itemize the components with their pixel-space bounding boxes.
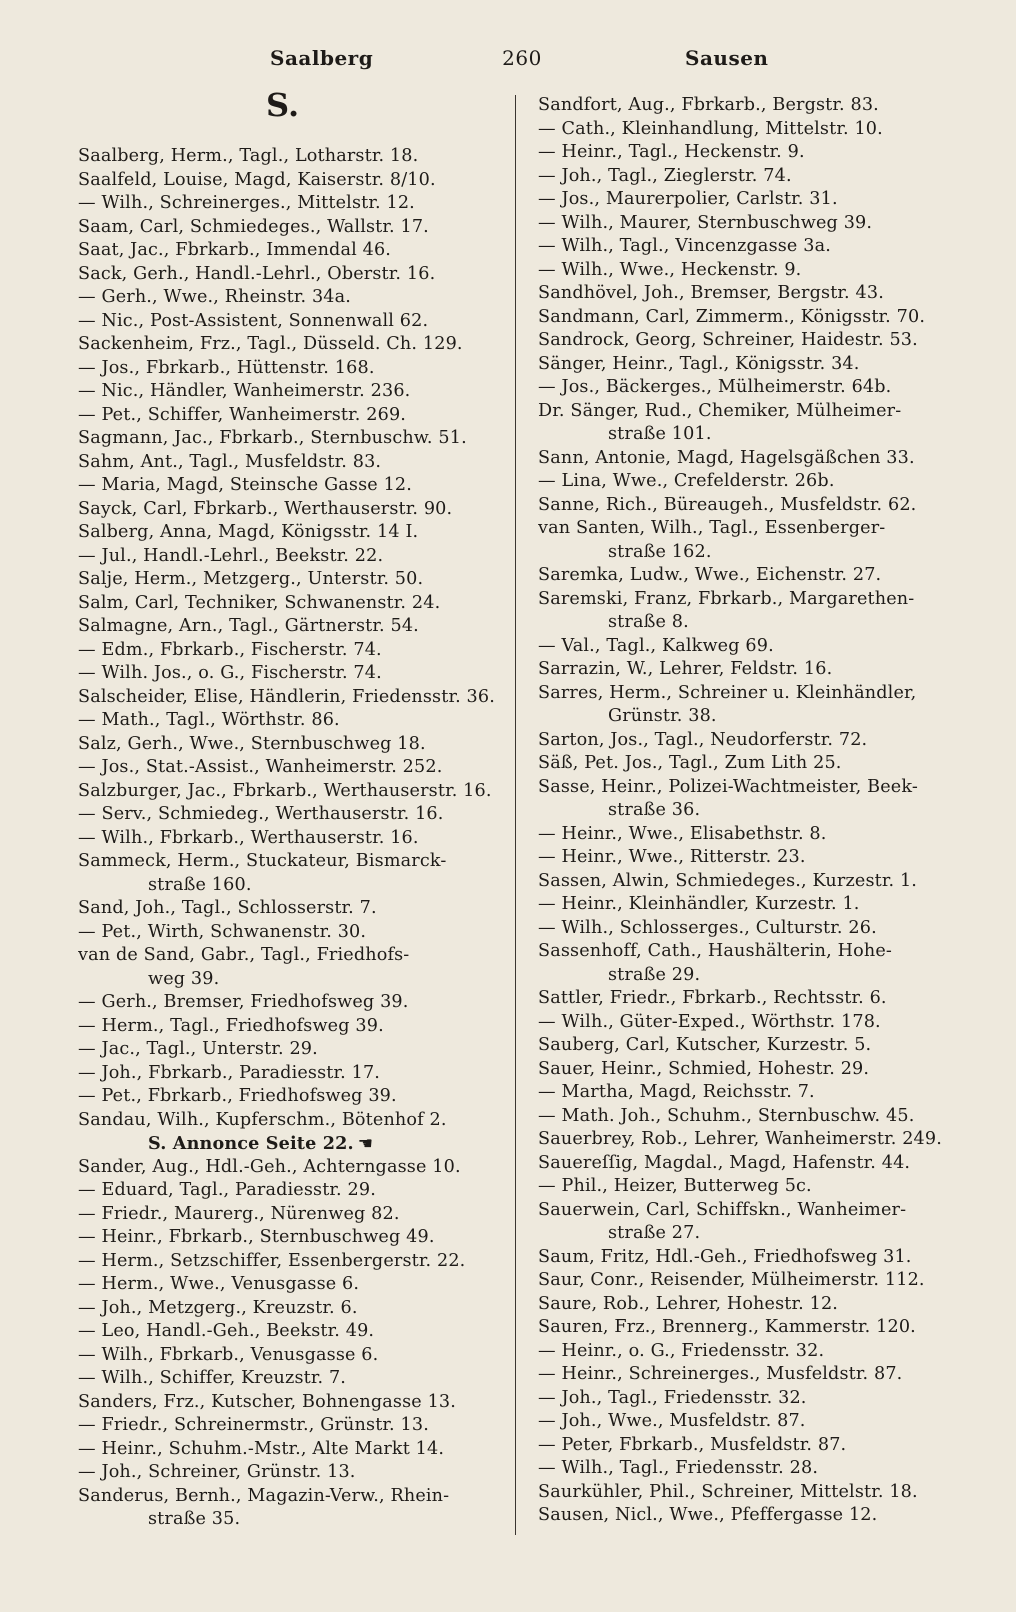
entry-text: Sattler, Friedr., Fbrkarb., Rechtsstr. 6. [538,988,887,1008]
directory-entry [538,870,970,894]
directory-entry [78,1203,510,1227]
directory-entry [538,1363,970,1387]
entry-text: Sammeck, Herm., Stuckateur, Bismarck- [78,851,447,871]
directory-entry [538,1316,970,1340]
directory-entry [78,357,510,381]
entry-text: Sandmann, Carl, Zimmerm., Königsstr. 70. [538,306,926,327]
directory-entry [538,729,970,753]
header-left-keyword: Saalberg [270,46,374,70]
directory-entry [78,1179,510,1203]
directory-entry [78,944,510,968]
directory-entry [78,827,510,851]
directory-entry [78,427,510,451]
entry-text: — Edm., Fbrkarb., Fischerstr. 74. [78,639,382,660]
directory-entry [538,1199,970,1223]
directory-entry [538,917,970,941]
entry-text: — Jac., Tagl., Unterstr. 29. [78,1039,318,1059]
entry-text: — Heinr., Wwe., Elisabethstr. 8. [538,823,827,844]
directory-entry [538,682,970,706]
directory-entry [538,752,970,776]
directory-entry [78,850,510,874]
directory-entry [78,1062,510,1086]
annonce-reference [78,1132,510,1156]
entry-text: Sahm, Ant., Tagl., Musfeldstr. 83. [78,451,382,472]
directory-entry [78,263,510,287]
entry-text: Sauberg, Carl, Kutscher, Kurzestr. 5. [538,1035,872,1055]
directory-entry [78,451,510,475]
entry-text: — Cath., Kleinhandlung, Mittelstr. 10. [538,118,883,139]
entry-text: Sauereſſig, Magdal., Magd, Hafenstr. 44. [538,1152,911,1173]
entry-text: — Wilh., Wwe., Heckenstr. 9. [538,259,802,280]
directory-entry [78,333,510,357]
entry-text: — Wilh., Tagl., Friedensstr. 28. [538,1458,819,1478]
entry-text: — Wilh., Fbrkarb., Venusgasse 6. [78,1344,379,1365]
entry-text: — Phil., Heizer, Butterweg 5c. [538,1176,812,1196]
entry-text: — Wilh., Fbrkarb., Werthauserstr. 16. [78,827,419,848]
entry-continuation [538,705,970,729]
entry-text: Saremski, Franz, Fbrkarb., Margarethen- [538,588,915,609]
directory-entry [78,239,510,263]
entry-text: — Heinr., Fbrkarb., Sternbuschweg 49. [78,1227,435,1247]
entry-text: Saremka, Ludw., Wwe., Eichenstr. 27. [538,565,882,585]
directory-entry [538,470,970,494]
directory-entry [538,823,970,847]
entry-text: Salz, Gerh., Wwe., Sternbuschweg 18. [78,733,426,754]
directory-entry [78,1320,510,1344]
entry-text: — Nic., Post-Assistent, Sonnenwall 62. [78,310,429,331]
directory-entry [78,1485,510,1509]
directory-entry [78,310,510,334]
entry-text: Sander, Aug., Hdl.-Geh., Achterngasse 10. [78,1156,461,1177]
entry-text: — Jos., Bäckerges., Mülheimerstr. 64b. [538,377,892,397]
entry-continuation [538,799,970,823]
entry-text: — Heinr., Kleinhändler, Kurzestr. 1. [538,894,860,914]
entry-text: Sagmann, Jac., Fbrkarb., Sternbuschw. 51. [78,428,467,448]
directory-entry [78,1344,510,1368]
entry-text: Salscheider, Elise, Händlerin, Friedensstr. 36. [78,686,495,707]
directory-entry [538,1058,970,1082]
directory-entry [78,145,510,169]
entry-text: — Joh., Wwe., Musfeldstr. 87. [538,1411,806,1431]
directory-entry [78,521,510,545]
entry-text: — Joh., Tagl., Zieglerstr. 74. [538,165,792,186]
entry-text: — Lina, Wwe., Crefelderstr. 26b. [538,471,835,491]
entry-text: Saat, Jac., Fbrkarb., Immendal 46. [78,240,392,260]
pointing-hand-icon: ☚ [357,1134,374,1154]
entry-text: Sandrock, Georg, Schreiner, Haidestr. 53. [538,330,918,350]
directory-entry [538,1457,970,1481]
entry-text: — Wilh., Schreinerges., Mittelstr. 12. [78,193,415,213]
entry-text: Dr. Sänger, Rud., Chemiker, Mülheimer- [538,400,902,421]
directory-entry [78,545,510,569]
entry-text: Sausen, Nicl., Wwe., Pfeffergasse 12. [538,1505,878,1525]
header-right-keyword: Sausen [685,46,769,70]
entry-text: — Gerh., Bremser, Friedhofsweg 39. [78,992,409,1012]
directory-entry [78,1461,510,1485]
entry-text: — Heinr., Schuhm.-Mstr., Alte Markt 14. [78,1438,445,1459]
entry-text: — Pet., Wirth, Schwanenstr. 30. [78,921,367,942]
entry-text: Sack, Gerh., Handl.-Lehrl., Oberstr. 16. [78,263,436,284]
entry-text: Saam, Carl, Schmiedeges., Wallstr. 17. [78,216,429,237]
entry-text: Sauer, Heinr., Schmied, Hohestr. 29. [538,1058,870,1079]
directory-entry [538,987,970,1011]
entry-text: Sauren, Frz., Brennerg., Kammerstr. 120. [538,1317,916,1337]
entry-text: — Herm., Tagl., Friedhofsweg 39. [78,1015,384,1036]
entry-text: — Jos., Maurerpolier, Carlstr. 31. [538,189,838,209]
entry-text: — Martha, Magd, Reichsstr. 7. [538,1082,815,1102]
directory-entry [78,780,510,804]
entry-text: — Eduard, Tagl., Paradiesstr. 29. [78,1180,376,1200]
entry-text: — Joh., Metzgerg., Kreuzstr. 6. [78,1297,358,1318]
entry-text: — Heinr., o. G., Friedensstr. 32. [538,1340,825,1361]
entry-text: Sayck, Carl, Fbrkarb., Werthauserstr. 90. [78,498,453,519]
entry-text: — Wilh., Maurer, Sternbuschweg 39. [538,212,873,233]
entry-text: Saure, Rob., Lehrer, Hohestr. 12. [538,1293,839,1314]
entry-text: Saum, Fritz, Hdl.-Geh., Friedhofsweg 31. [538,1246,912,1267]
entry-text: Salm, Carl, Techniker, Schwanenstr. 24. [78,592,441,613]
entry-text: — Jos., Stat.-Assist., Wanheimerstr. 252. [78,757,443,777]
directory-entry [78,709,510,733]
entry-text: — Wilh., Schiffer, Kreuzstr. 7. [78,1368,347,1388]
directory-entry [78,404,510,428]
directory-entry [538,1434,970,1458]
entry-text: — Math., Tagl., Wörthstr. 86. [78,710,340,730]
directory-entry [538,447,970,471]
entry-continuation [538,541,970,565]
entry-text: Sarrazin, W., Lehrer, Feldstr. 16. [538,659,833,679]
column-divider [515,95,516,1535]
directory-entry [538,353,970,377]
directory-entry [78,1250,510,1274]
directory-entry [538,1152,970,1176]
entry-text: Saurkühler, Phil., Schreiner, Mittelstr. 18. [538,1481,918,1502]
directory-entry [538,940,970,964]
directory-entry [538,306,970,330]
entry-text: — Joh., Fbrkarb., Paradiesstr. 17. [78,1062,381,1083]
entry-text: — Val., Tagl., Kalkweg 69. [538,635,774,656]
entry-text: — Math. Joh., Schuhm., Sternbuschw. 45. [538,1105,915,1126]
entry-text: Sauerwein, Carl, Schiffskn., Wanheimer- [538,1199,907,1220]
directory-entry [78,286,510,310]
entry-text: van Santen, Wilh., Tagl., Essenberger- [538,518,886,538]
entry-text: — Nic., Händler, Wanheimerstr. 236. [78,381,411,401]
entry-text: Sassen, Alwin, Schmiedeges., Kurzestr. 1. [538,870,918,891]
directory-entry [538,1387,970,1411]
entry-text: — Serv., Schmiedeg., Werthauserstr. 16. [78,804,444,824]
directory-entry [538,1340,970,1364]
entry-text: weg 39. [148,968,220,989]
entry-text: Saur, Conr., Reisender, Mülheimerstr. 112. [538,1270,925,1290]
directory-entry [78,1038,510,1062]
directory-entry [78,192,510,216]
directory-entry [78,1085,510,1109]
entry-text: van de Sand, Gabr., Tagl., Friedhofs- [78,945,410,965]
directory-entry [78,615,510,639]
directory-entry [538,635,970,659]
entry-text: Sarton, Jos., Tagl., Neudorferstr. 72. [538,729,868,750]
directory-entry [538,494,970,518]
entry-text: — Herm., Setzschiffer, Essenbergerstr. 22. [78,1250,466,1271]
entry-text: — Jos., Fbrkarb., Hüttenstr. 168. [78,357,375,378]
entry-text: Sasse, Heinr., Polizei-Wachtmeister, Beek- [538,776,918,797]
directory-entry [538,282,970,306]
directory-entry [538,1128,970,1152]
entry-text: — Jul., Handl.-Lehrl., Beekstr. 22. [78,545,384,566]
directory-entry [538,846,970,870]
directory-entry [78,380,510,404]
entry-text: — Gerh., Wwe., Rheinstr. 34a. [78,287,352,307]
directory-entry [78,568,510,592]
directory-entry [78,498,510,522]
directory-entry [78,1414,510,1438]
directory-entry [78,1297,510,1321]
entry-text: — Peter, Fbrkarb., Musfeldstr. 87. [538,1434,847,1455]
directory-entry [78,897,510,921]
entry-text: straße 35. [148,1509,241,1529]
directory-entry [538,1011,970,1035]
entry-text: Sanders, Frz., Kutscher, Bohnengasse 13. [78,1391,457,1412]
directory-entry [538,1081,970,1105]
entry-text: straße 160. [148,874,252,895]
entry-text: Sandfort, Aug., Fbrkarb., Bergstr. 83. [538,95,879,115]
entry-text: — Pet., Fbrkarb., Friedhofsweg 39. [78,1086,397,1106]
entry-text: Salzburger, Jac., Fbrkarb., Werthauserstr. 16. [78,780,492,801]
entry-text: straße 27. [608,1223,701,1243]
entry-text: straße 36. [608,800,701,820]
directory-entry [538,517,970,541]
directory-entry [538,1175,970,1199]
directory-entry [78,169,510,193]
directory-entry [78,803,510,827]
directory-entry [78,1391,510,1415]
entry-text: — Heinr., Schreinerges., Musfeldstr. 87. [538,1364,903,1384]
directory-entry [78,1367,510,1391]
entry-text: Sandhövel, Joh., Bremser, Bergstr. 43. [538,283,884,303]
directory-entry [538,212,970,236]
entry-continuation [78,1508,510,1532]
entry-text: Salberg, Anna, Magd, Königsstr. 14 I. [78,522,419,542]
entry-text: — Joh., Tagl., Friedensstr. 32. [538,1387,807,1408]
entry-text: straße 162. [608,541,712,562]
directory-entry [78,1438,510,1462]
directory-entry [538,1293,970,1317]
entry-text: Sand, Joh., Tagl., Schlosserstr. 7. [78,898,377,918]
entry-continuation [538,1222,970,1246]
entry-text: straße 101. [608,424,712,444]
directory-entry [538,1504,970,1528]
entry-text: — Wilh., Tagl., Vincenzgasse 3a. [538,236,831,256]
directory-entry [538,165,970,189]
entry-continuation [538,423,970,447]
directory-entry [78,1109,510,1133]
directory-entry [78,639,510,663]
entry-text: Sanderus, Bernh., Magazin-Verw., Rhein- [78,1485,450,1506]
directory-entry [78,991,510,1015]
directory-entry [538,1269,970,1293]
directory-entry [538,1246,970,1270]
entry-text: — Wilh., Schlosserges., Culturstr. 26. [538,917,877,938]
directory-entry [78,1015,510,1039]
entry-text: Sann, Antonie, Magd, Hagelsgäßchen 33. [538,447,915,468]
entry-text: Sarres, Herm., Schreiner u. Kleinhändler, [538,682,917,703]
directory-entry [538,1481,970,1505]
directory-entry [78,216,510,240]
entry-text: — Heinr., Tagl., Heckenstr. 9. [538,142,805,162]
right-column [538,94,970,1528]
entry-text: Sauerbrey, Rob., Lehrer, Wanheimerstr. 249. [538,1129,942,1149]
entry-text: Sandau, Wilh., Kupferschm., Bötenhof 2. [78,1109,447,1130]
directory-entry [78,1156,510,1180]
entry-text: Sackenheim, Frz., Tagl., Düsseld. Ch. 129. [78,334,463,354]
directory-entry [538,400,970,424]
directory-entry [538,94,970,118]
directory-entry [538,141,970,165]
directory-entry [538,1410,970,1434]
directory-entry [538,376,970,400]
page-number: 260 [502,46,542,70]
directory-entry [538,588,970,612]
entry-continuation [78,968,510,992]
directory-entry [78,592,510,616]
directory-entry [78,1273,510,1297]
directory-entry [538,118,970,142]
entry-text: Sassenhoff, Cath., Haushälterin, Hohe- [538,941,892,961]
entry-text: — Heinr., Wwe., Ritterstr. 23. [538,847,806,867]
entry-text: Sanne, Rich., Büreaugeh., Musfeldstr. 62. [538,494,917,515]
entry-text: — Pet., Schiffer, Wanheimerstr. 269. [78,404,407,425]
directory-entry [538,235,970,259]
left-column [78,145,510,1532]
entry-text: Sänger, Heinr., Tagl., Königsstr. 34. [538,353,860,374]
entry-text: Salje, Herm., Metzgerg., Unterstr. 50. [78,569,424,589]
entry-text: — Friedr., Schreinermstr., Grünstr. 13. [78,1415,429,1435]
directory-entry [538,259,970,283]
directory-entry [538,776,970,800]
entry-text: Saalberg, Herm., Tagl., Lotharstr. 18. [78,146,419,166]
directory-entry [538,658,970,682]
entry-text: — Joh., Schreiner, Grünstr. 13. [78,1462,356,1482]
directory-entry [78,756,510,780]
entry-text: S. Annonce Seite 22. [148,1133,354,1154]
entry-text: Saalfeld, Louise, Magd, Kaiserstr. 8/10. [78,169,436,190]
entry-text: — Wilh. Jos., o. G., Fischerstr. 74. [78,663,382,683]
directory-entry [538,1105,970,1129]
directory-entry [538,1034,970,1058]
entry-text: — Herm., Wwe., Venusgasse 6. [78,1274,360,1294]
directory-entry [78,662,510,686]
entry-text: — Leo, Handl.-Geh., Beekstr. 49. [78,1321,375,1341]
entry-text: — Maria, Magd, Steinsche Gasse 12. [78,475,413,495]
entry-text: Säß, Pet. Jos., Tagl., Zum Lith 25. [538,753,842,773]
directory-entry [538,188,970,212]
directory-entry [78,733,510,757]
entry-text: straße 8. [608,612,689,632]
directory-entry [538,564,970,588]
directory-entry [78,686,510,710]
directory-entry [78,474,510,498]
directory-entry [538,329,970,353]
section-letter: S. [266,86,300,124]
entry-continuation [78,874,510,898]
entry-continuation [538,611,970,635]
entry-text: straße 29. [608,964,701,985]
entry-text: — Friedr., Maurerg., Nürenweg 82. [78,1203,400,1224]
entry-continuation [538,964,970,988]
entry-text: — Wilh., Güter-Exped., Wörthstr. 178. [538,1011,881,1032]
directory-entry [538,893,970,917]
directory-entry [78,921,510,945]
entry-text: Salmagne, Arn., Tagl., Gärtnerstr. 54. [78,616,419,636]
entry-text: Grünstr. 38. [608,706,717,726]
directory-entry [78,1226,510,1250]
